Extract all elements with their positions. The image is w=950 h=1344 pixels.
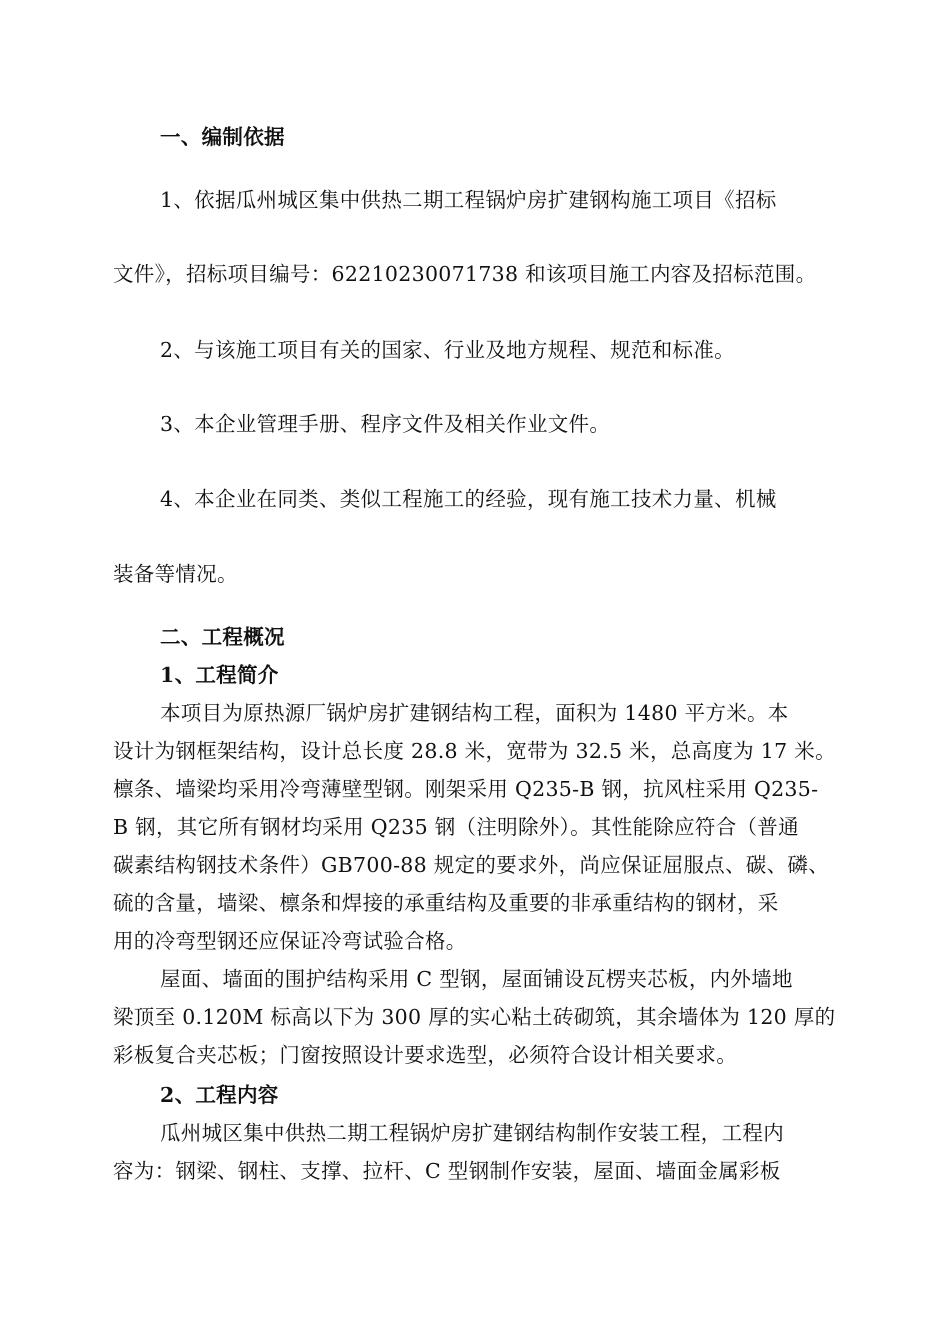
intro-para-line: 檩条、墙梁均采用冷弯薄壁型钢。刚架采用 Q235-B 钢，抗风柱采用 Q235- <box>113 777 819 801</box>
basis-item-1-line-2: 文件》，招标项目编号：62210230071738 和该项目施工内容及招标范围。 <box>113 262 817 286</box>
intro-para-line: 设计为钢框架结构，设计总长度 28.8 米，宽带为 32.5 米，总高度为 17 米。 <box>113 739 836 763</box>
content-para-line: 容为：钢梁、钢柱、支撑、拉杆、C 型钢制作安装，屋面、墙面金属彩板 <box>113 1159 781 1183</box>
basis-item-3: 3、本企业管理手册、程序文件及相关作业文件。 <box>160 412 611 436</box>
intro-para-line: 碳素结构钢技术条件）GB700-88 规定的要求外，尚应保证屈服点、碳、磷、 <box>113 853 829 877</box>
intro-para-line: 本项目为原热源厂锅炉房扩建钢结构工程，面积为 1480 平方米。本 <box>160 701 789 725</box>
enclosure-para-line: 梁顶至 0.120M 标高以下为 300 厚的实心粘土砖砌筑，其余墙体为 120 厚的 <box>113 1005 836 1029</box>
basis-item-1-line-1: 1、依据瓜州城区集中供热二期工程锅炉房扩建钢构施工项目《招标 <box>160 188 777 212</box>
basis-item-4-line-1: 4、本企业在同类、类似工程施工的经验，现有施工技术力量、机械 <box>160 487 777 511</box>
content-para-line: 瓜州城区集中供热二期工程锅炉房扩建钢结构制作安装工程，工程内 <box>160 1121 784 1145</box>
intro-para-line: B 钢，其它所有钢材均采用 Q235 钢（注明除外）。其性能除应符合（普通 <box>113 815 799 839</box>
basis-item-2: 2、与该施工项目有关的国家、行业及地方规程、规范和标准。 <box>160 338 735 362</box>
subsection-heading-intro: 1、工程简介 <box>160 663 279 687</box>
basis-item-4-line-2: 装备等情况。 <box>113 562 238 586</box>
intro-para-line: 硫的含量，墙梁、檩条和焊接的承重结构及重要的非承重结构的钢材，采 <box>113 891 779 915</box>
intro-para-line: 用的冷弯型钢还应保证冷弯试验合格。 <box>113 929 467 953</box>
subsection-heading-content: 2、工程内容 <box>160 1083 279 1107</box>
section-heading-basis: 一、编制依据 <box>160 125 285 149</box>
enclosure-para-line: 彩板复合夹芯板；门窗按照设计要求选型，必须符合设计相关要求。 <box>113 1043 737 1067</box>
enclosure-para-line: 屋面、墙面的围护结构采用 C 型钢，屋面铺设瓦楞夹芯板，内外墙地 <box>160 967 793 991</box>
section-heading-overview: 二、工程概况 <box>160 625 285 649</box>
